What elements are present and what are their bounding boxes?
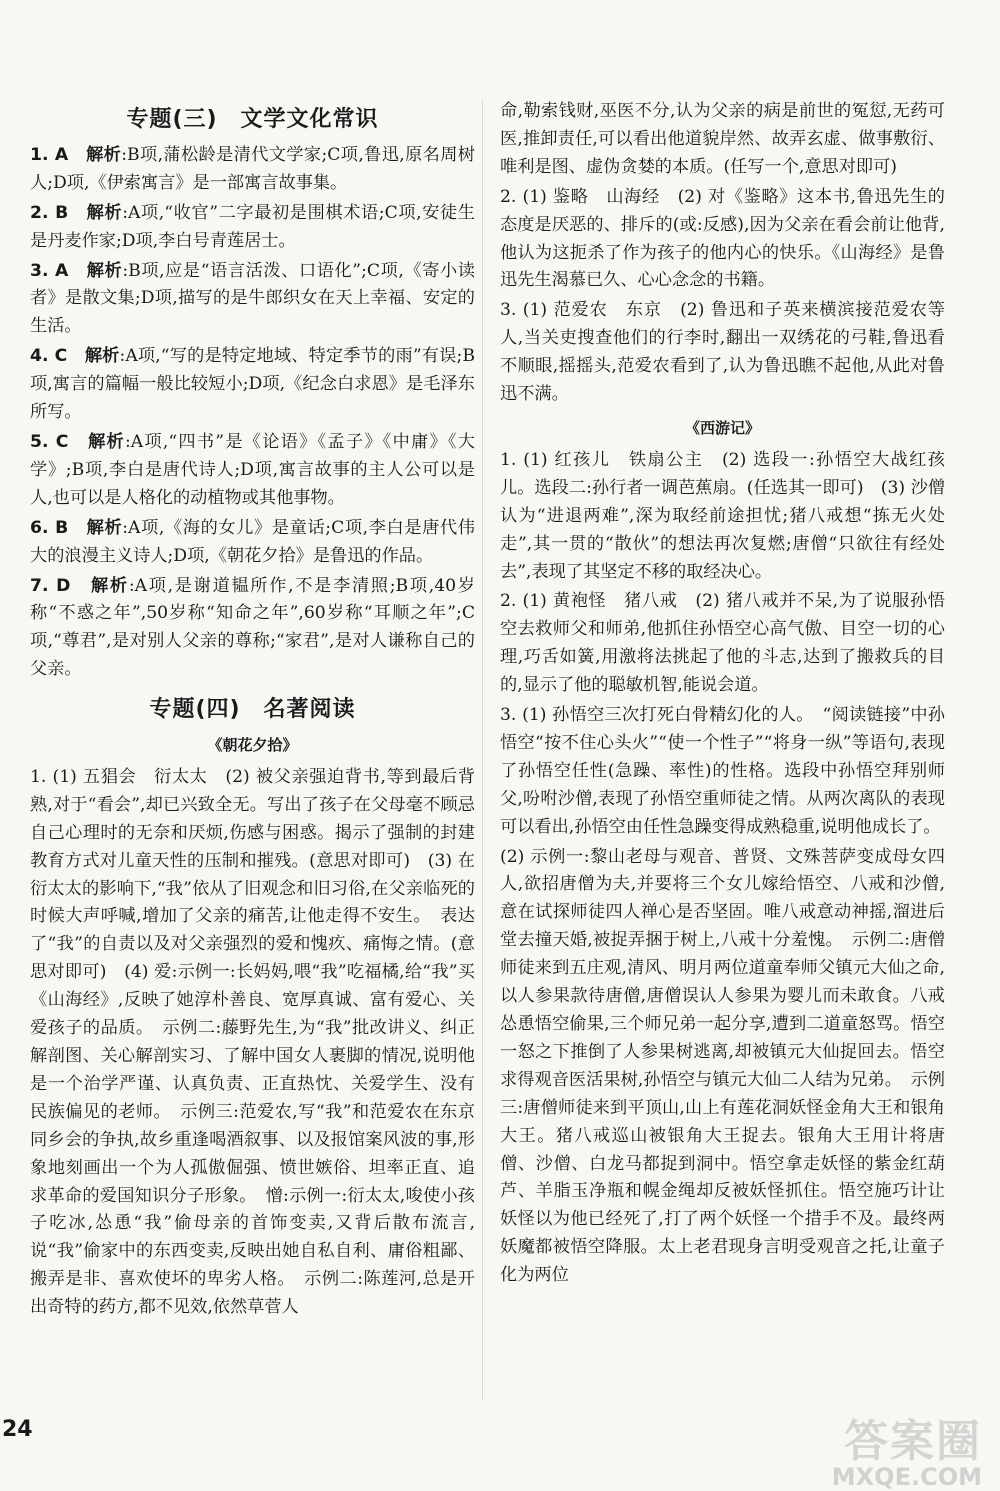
answer-number: 1. A [30,144,69,165]
answer-zhaohua-2: 2. (1) 鉴略 山海经 (2) 对《鉴略》这本书,鲁迅先生的态度是厌恶的、排斥的(或:反感),因为父亲在看会前让他背,他认为这扼杀了作为孩子的他内心的快乐。《山海经》是鲁迅先生渴慕已久、心心念念的书籍。 [500,186,945,291]
analysis-text: :A项,“四书”是《论语》《孟子》《中庸》《大学》;B项,李白是唐代诗人;D项,寓言故事的主人公可以是人,也可以是人格化的动植物或其他事物。 [30,431,475,508]
answer-xiyou-3-2: (2) 示例一:黎山老母与观音、普贤、文殊菩萨变成母女四人,欲招唐僧为夫,并要将三个女儿嫁给悟空、八戒和沙僧,意在试探师徒四人禅心是否坚固。唯八戒意动神摇,溜进后堂去撞天婚,被捉弄捆于树上,八戒十分羞愧。 示例二:唐僧师徒来到五庄观,清风、明月两位道童奉师父镇元大仙之命,以人参果款待唐僧,唐僧误认人参果为婴儿而未敢食。八戒怂恿悟空偷果,三个师兄弟一起分享,遭到二道童怒骂。悟空一怒之下推倒了人参果树逃离,却被镇元大仙捉回去。悟空求得观音医活果树,孙悟空与镇元大仙二人结为兄弟。 示例三:唐僧师徒来到平顶山,山上有莲花洞妖怪金角大王和银角大王。猪八戒巡山被银角大王捉去。银角大王用计将唐僧、沙僧、白龙马都捉到洞中。悟空拿走妖怪的紫金红葫芦、羊脂玉净瓶和幌金绳却反被妖怪抓住。悟空施巧计让妖怪以为他已经死了,打了两个妖怪一个措手不及。最终两妖魔都被悟空降服。太上老君现身言明受观音之托,让童子化为两位 [500,846,945,1286]
answer-xiyou-2: 2. (1) 黄袍怪 猪八戒 (2) 猪八戒并不呆,为了说服孙悟空去救师父和师弟,他抓住孙悟空心高气傲、目空一切的心理,巧舌如簧,用激将法挑起了他的斗志,达到了搬救兵的目的,显示了他的聪敏机智,能说会道。 [500,591,945,696]
analysis-text: :B项,应是“语言活泼、口语化”;C项,《寄小读者》是散文集;D项,描写的是牛郎织女在天上幸福、安定的生活。 [30,260,475,337]
answer-item [30,258,475,342]
answer-number: 2. B [30,202,69,223]
book-title-zhaohua: 《朝花夕拾》 [207,736,298,755]
analysis-label: 解析 [86,517,123,538]
analysis-label: 解析 [84,346,120,367]
answer-number: 3. A [30,260,69,281]
watermark-logo: 答案圈 [844,1416,982,1467]
answer-number: 4. C [30,346,68,367]
book-title-xiyouji: 《西游记》 [684,418,760,437]
analysis-label: 解析 [86,202,123,223]
answer-zhaohua-3: 3. (1) 范爱农 东京 (2) 鲁迅和子英来横滨接范爱农等人,当关吏搜查他们的行李时,翻出一双绣花的弓鞋,鲁迅看不顺眼,摇摇头,范爱农看到了,认为鲁迅瞧不起他,从此对鲁迅不满。 [500,300,945,405]
section4-title: 专题(四) 名著阅读 [149,697,356,723]
left-column [30,100,475,1324]
column-divider [482,100,483,1400]
analysis-text: :A项,是谢道韫所作,不是李清照;B项,40岁称“不惑之年”,50岁称“知命之年”,60岁称“耳顺之年”;C项,“尊君”,是对别人父亲的尊称;“家君”,是对人谦称自己的父亲。 [30,575,475,680]
answer-continued: 命,勒索钱财,巫医不分,认为父亲的病是前世的冤愆,无药可医,推卸责任,可以看出他道貌岸然、故弄玄虚、做事敷衍、唯利是图、虚伪贪婪的本质。(任写一个,意思对即可) [500,101,945,177]
analysis-label: 解析 [88,431,125,452]
answer-number: 6. B [30,517,69,538]
analysis-text: :A项,“写的是特定地域、特定季节的雨”有误;B项,寓言的篇幅一般比较短小;D项,《纪念白求恩》是毛泽东所写。 [30,346,475,423]
analysis-text: :A项,《海的女儿》是童话;C项,李白是唐代伟大的浪漫主义诗人;D项,《朝花夕拾》是鲁迅的作品。 [30,517,475,566]
answer-item [30,343,475,427]
answer-item [30,515,475,571]
right-column [500,98,945,1292]
watermark-url: MXQE.COM [831,1463,982,1491]
analysis-label: 解析 [86,260,123,281]
analysis-text: :B项,蒲松龄是清代文学家;C项,鲁迅,原名周树人;D项,《伊索寓言》是一部寓言故事集。 [30,144,475,193]
answer-number: 7. D [30,575,71,596]
answer-item [30,142,475,198]
page-number: 24 [2,1417,33,1442]
answer-xiyou-3: 3. (1) 孙悟空三次打死白骨精幻化的人。 “阅读链接”中孙悟空“按不住心头火”“使一个性子”“将身一纵”等语句,表现了孙悟空任性(急躁、率性)的性格。选段中孙悟空拜别师父,吩咐沙僧,表现了孙悟空重师徒之情。从两次离队的表现可以看出,孙悟空由任性急躁变得成熟稳重,说明他成长了。 [500,705,945,837]
answer-item [30,573,475,685]
analysis-text: :A项,“收官”二字最初是围棋术语;C项,安徒生是丹麦作家;D项,李白号青莲居士。 [30,202,475,251]
answer-number: 5. C [30,431,69,452]
watermark [832,1405,982,1491]
section3-answers [30,142,475,684]
answer-zhaohua-1: 1. (1) 五猖会 衍太太 (2) 被父亲强迫背书,等到最后背熟,对于“看会”,却已兴致全无。写出了孩子在父母毫不顾忌自己心理时的无奈和厌烦,伤感与困惑。揭示了强制的封建教育方式对儿童天性的压制和摧残。(意思对即可) (3) 在衍太太的影响下,“我”依从了旧观念和旧习俗,在父亲临死的时候大声呼喊,增加了父亲的痛苦,让他走得不安生。 表达了“我”的自责以及对父亲强烈的爱和愧疚、痛悔之情。(意思对即可) (4) 爱:示例一:长妈妈,喂“我”吃福橘,给“我”买《山海经》,反映了她淳朴善良、宽厚真诚、富有爱心、关爱孩子的品质。 示例二:藤野先生,为“我”批改讲义、纠正解剖图、关心解剖实习、了解中国女人裹脚的情况,说明他是一个治学严谨、认真负责、正直热忱、关爱学生、没有民族偏见的老师。 示例三:范爱农,写“我”和范爱农在东京同乡会的争执,故乡重逢喝酒叙事、以及报馆案风波的事,形象地刻画出一个为人孤傲倔强、愤世嫉俗、坦率正直、追求革命的爱国知识分子形象。 憎:示例一:衍太太,唆使小孩子吃冰,怂恿“我”偷母亲的首饰变卖,又背后散布流言,说“我”偷家中的东西变卖,反映出她自私自利、庸俗粗鄙、搬弄是非、喜欢使坏的卑劣人格。 示例二:陈莲河,总是开出奇特的药方,都不见效,依然草菅人 [30,766,475,1318]
answer-item [30,429,475,513]
answer-xiyou-1: 1. (1) 红孩儿 铁扇公主 (2) 选段一:孙悟空大战红孩儿。选段二:孙行者一调芭蕉扇。(任选其一即可) (3) 沙僧认为“进退两难”,深为取经前途担忧;猪八戒想“拣无火处走”,其一贯的“散伙”的想法再次复燃;唐僧“只欲往有经处去”,表现了其坚定不移的取经决心。 [500,449,945,582]
answer-item [30,200,475,256]
analysis-label: 解析 [86,144,122,165]
analysis-label: 解析 [91,575,129,596]
section3-title: 专题(三) 文学文化常识 [126,107,379,132]
